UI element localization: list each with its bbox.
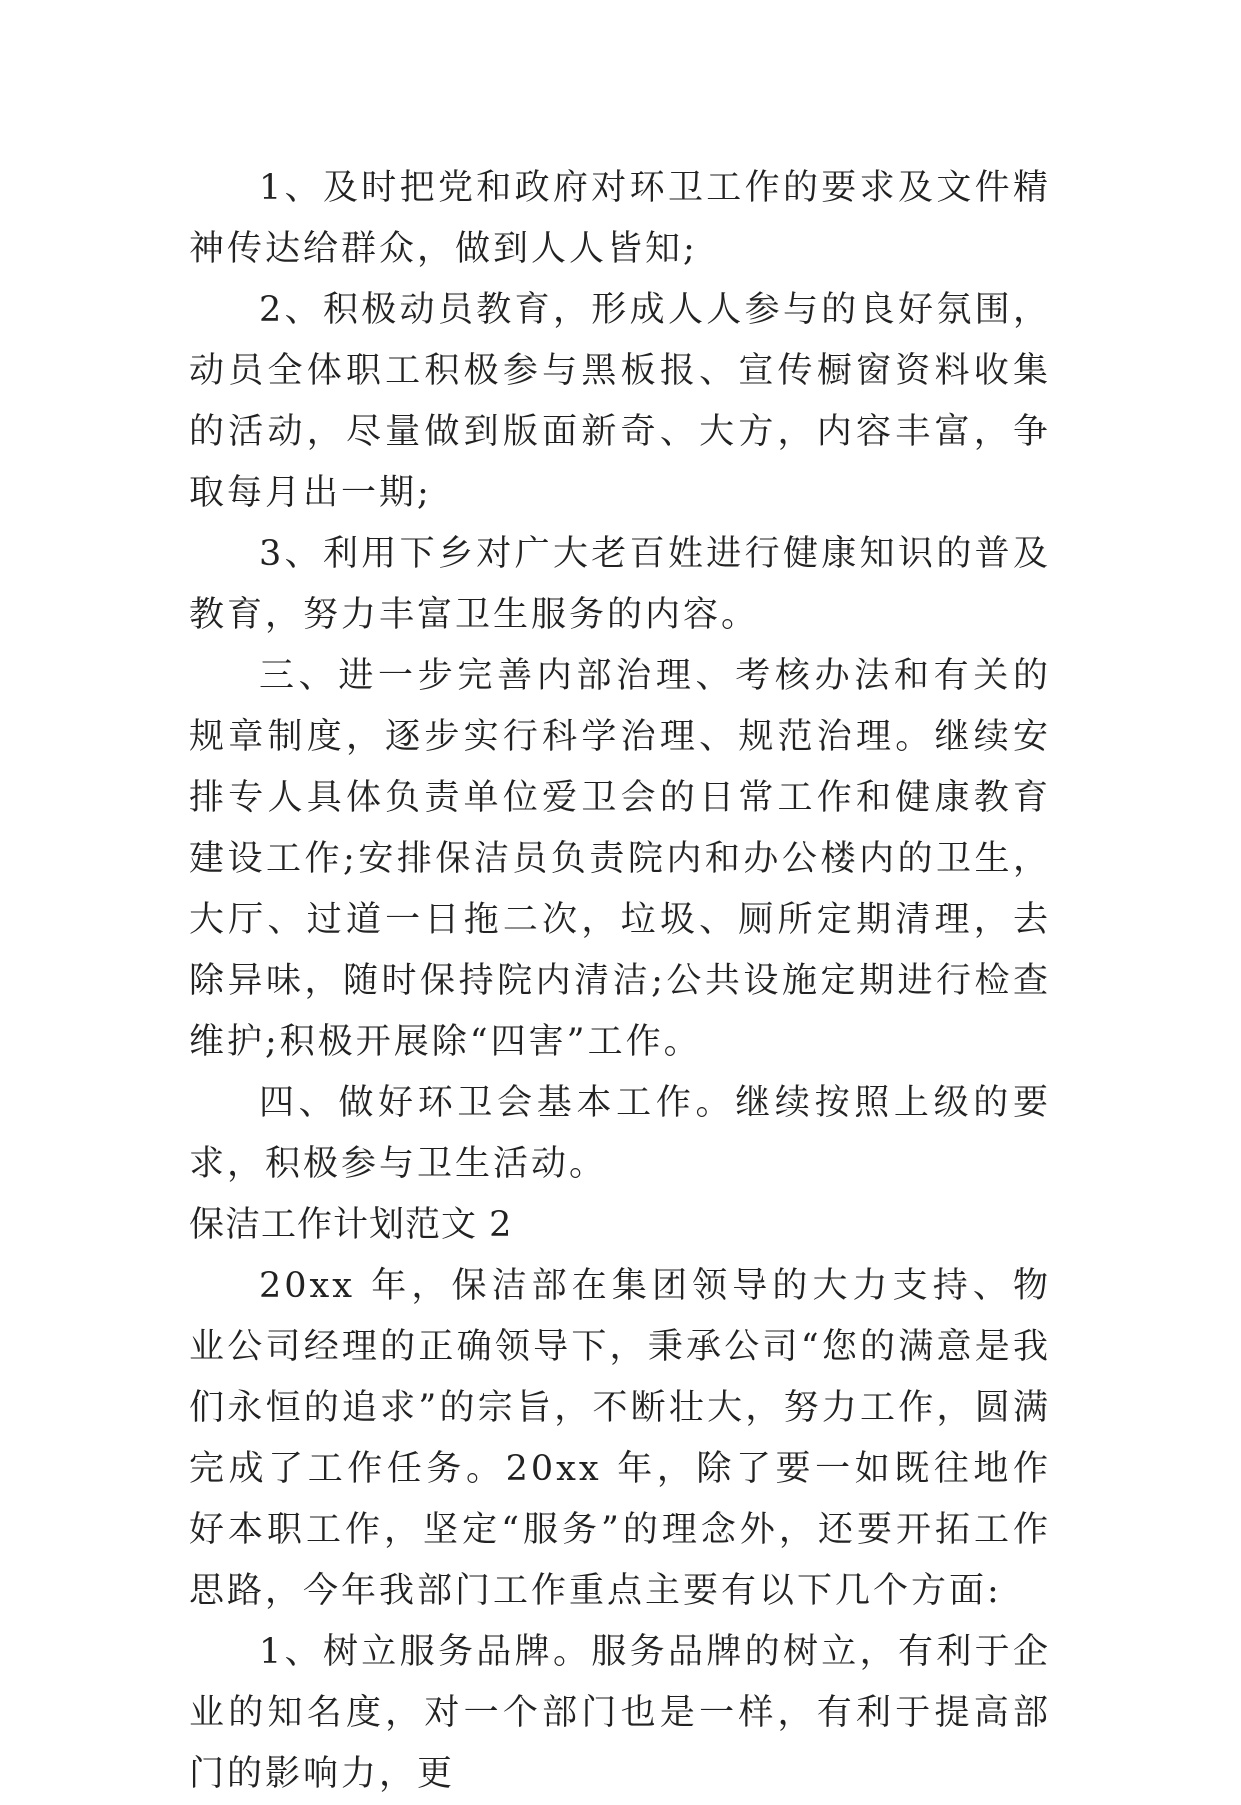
section-title: 保洁工作计划范文 2 <box>189 1205 513 1245</box>
paragraph-section-4: 四、做好环卫会基本工作。继续按照上级的要求，积极参与卫生活动。 <box>189 1083 1051 1184</box>
paragraph-item-2: 2、积极动员教育，形成人人参与的良好氛围，动员全体职工积极参与黑板报、宣传橱窗资料收集的活动，尽量做到版面新奇、大方，内容丰富，争取每月出一期; <box>189 290 1051 513</box>
paragraph-intro: 20xx 年，保洁部在集团领导的大力支持、物业公司经理的正确领导下，秉承公司“您的满意是我们永恒的追求”的宗旨，不断壮大，努力工作，圆满完成了工作任务。20xx 年，除了要一如既往地作好本职工作，坚定“服务”的理念外，还要开拓工作思路，今年我部门工作重点主要有以下几个方面: <box>189 1266 1051 1611</box>
paragraph-item-3: 3、利用下乡对广大老百姓进行健康知识的普及教育，努力丰富卫生服务的内容。 <box>189 534 1051 635</box>
paragraph-item-1: 1、及时把党和政府对环卫工作的要求及文件精神传达给群众，做到人人皆知; <box>189 168 1051 269</box>
paragraph-item-brand: 1、树立服务品牌。服务品牌的树立，有利于企业的知名度，对一个部门也是一样，有利于提高部门的影响力，更 <box>189 1632 1051 1794</box>
document-body <box>189 158 1051 1805</box>
paragraph-section-3: 三、进一步完善内部治理、考核办法和有关的规章制度，逐步实行科学治理、规范治理。继续安排专人具体负责单位爱卫会的日常工作和健康教育建设工作;安排保洁员负责院内和办公楼内的卫生，大厅、过道一日拖二次，垃圾、厕所定期清理，去除异味，随时保持院内清洁;公共设施定期进行检查维护;积极开展除“四害”工作。 <box>189 656 1051 1062</box>
